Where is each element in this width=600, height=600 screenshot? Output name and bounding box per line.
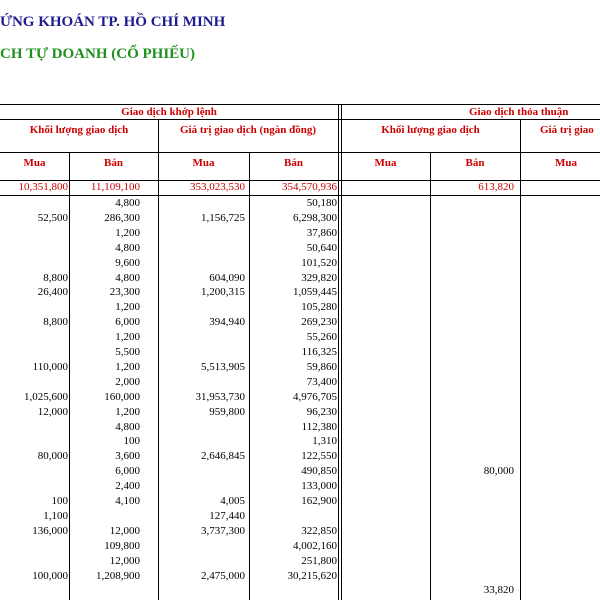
matched-value-sell-cell: 50,180 (306, 197, 337, 209)
negotiated-value-header: Giá trị giao (540, 124, 594, 136)
matched-volume-sell-cell: 4,800 (115, 271, 140, 284)
matched-volume-sell-cell: 4,100 (115, 495, 140, 507)
matched-volume-sell-cell: 100 (123, 435, 140, 448)
group-divider (338, 104, 342, 600)
matched-value-buy-cell: 5,513,905 (201, 360, 245, 373)
matched-value-sell-cell: 112,380 (301, 420, 337, 433)
col-divider-3 (249, 152, 250, 600)
sell-header: Bán (284, 157, 303, 169)
matched-volume-sell-cell: 1,200 (115, 331, 140, 344)
matched-value-buy-cell: 2,475,000 (201, 569, 245, 582)
matched-value-buy-cell: 1,200,315 (201, 286, 245, 299)
matched-value-sell-cell: 73,400 (306, 375, 337, 388)
matched-volume-buy-cell: 52,500 (37, 211, 68, 224)
matched-value-buy-cell: 604,090 (209, 271, 245, 284)
matched-volume-header: Khối lượng giao dịch (29, 124, 129, 136)
matched-volume-sell-cell: 5,500 (115, 346, 140, 358)
matched-value-buy-cell: 3,737,300 (201, 524, 245, 537)
matched-volume-sell-cell: 109,800 (104, 539, 140, 552)
buy-header: Mua (374, 157, 397, 169)
matched-value-buy-cell: 2,646,845 (201, 450, 245, 463)
matched-volume-sell-cell: 12,000 (109, 524, 140, 537)
negotiated-volume-header: Khối lượng giao dịch (381, 124, 480, 136)
matched-volume-sell-cell: 6,000 (115, 465, 140, 478)
report-title: ỨNG KHOÁN TP. HỒ CHÍ MINH (0, 14, 226, 30)
matched-value-sell-cell: 59,860 (306, 360, 337, 373)
matched-volume-sell-cell: 1,200 (115, 405, 140, 418)
matched-volume-sell-cell: 9,600 (115, 256, 140, 269)
col-divider-6 (520, 119, 521, 600)
matched-volume-sell-cell: 160,000 (104, 390, 140, 403)
col-divider-2 (158, 119, 159, 600)
matched-volume-sell-cell: 2,000 (115, 375, 140, 388)
matched-volume-sell-cell: 286,300 (104, 211, 140, 224)
matched-volume-buy-cell: 26,400 (37, 286, 68, 299)
matched-value-sell-cell: 490,850 (301, 465, 337, 478)
matched-value-sell-cell: 50,640 (306, 241, 337, 254)
group-header-matched: Giao dịch khớp lệnh (121, 106, 217, 118)
matched-volume-sell-cell: 12,000 (109, 554, 140, 567)
matched-volume-buy-cell: 8,800 (43, 316, 68, 329)
negotiated-volume-sell-cell: 80,000 (483, 465, 514, 478)
matched-volume-sell-cell: 2,400 (115, 480, 140, 493)
matched-value-sell-cell: 105,280 (301, 301, 337, 314)
buy-header: Mua (555, 157, 577, 169)
matched-value-buy-cell: 4,005 (220, 495, 245, 507)
matched-value-sell-cell: 30,215,620 (287, 569, 337, 582)
matched-value-sell-cell: 4,976,705 (293, 390, 337, 403)
total-matched-value-sell: 354,570,936 (282, 181, 337, 193)
col-divider-5 (430, 152, 431, 600)
matched-value-sell-cell: 329,820 (301, 271, 337, 284)
matched-volume-buy-cell: 1,100 (43, 509, 68, 522)
matched-value-buy-cell: 1,156,725 (201, 211, 245, 224)
group-header-border (0, 119, 600, 120)
buy-header: Mua (192, 157, 215, 169)
matched-volume-sell-cell: 1,208,900 (96, 569, 140, 582)
matched-value-header: Giá trị giao dịch (ngàn đồng) (180, 124, 316, 136)
group-header-negotiated: Giao dịch thỏa thuận (469, 106, 569, 118)
matched-value-sell-cell: 122,550 (301, 450, 337, 463)
matched-value-sell-cell: 1,059,445 (293, 286, 337, 299)
matched-value-buy-cell: 31,953,730 (195, 390, 245, 403)
matched-value-sell-cell: 1,310 (312, 435, 337, 448)
matched-value-sell-cell: 322,850 (301, 524, 337, 537)
matched-volume-buy-cell: 136,000 (32, 524, 68, 537)
matched-value-sell-cell: 116,325 (301, 346, 337, 358)
sell-header: Bán (104, 157, 123, 169)
total-matched-volume-buy: 10,351,800 (18, 181, 68, 193)
report-subtitle: CH TỰ DOANH (CỔ PHIẾU) (0, 46, 195, 62)
matched-value-sell-cell: 162,900 (301, 495, 337, 507)
matched-volume-buy-cell: 1,025,600 (24, 390, 68, 403)
total-matched-value-buy: 353,023,530 (190, 181, 245, 193)
matched-value-sell-cell: 269,230 (301, 316, 337, 329)
matched-volume-sell-cell: 4,800 (115, 197, 140, 209)
matched-volume-sell-cell: 23,300 (109, 286, 140, 299)
matched-value-sell-cell: 6,298,300 (293, 211, 337, 224)
matched-value-sell-cell: 37,860 (306, 226, 337, 239)
sell-header: Bán (465, 157, 485, 169)
buy-header: Mua (23, 157, 46, 169)
matched-volume-buy-cell: 110,000 (32, 360, 68, 373)
matched-value-sell-cell: 4,002,160 (293, 539, 337, 552)
matched-value-sell-cell: 251,800 (301, 554, 337, 567)
matched-value-sell-cell: 101,520 (301, 256, 337, 269)
matched-volume-buy-cell: 12,000 (37, 405, 68, 418)
matched-value-sell-cell: 133,000 (301, 480, 337, 493)
matched-value-buy-cell: 394,940 (209, 316, 245, 329)
matched-volume-buy-cell: 80,000 (37, 450, 68, 463)
totals-row-border (0, 195, 600, 196)
negotiated-volume-sell-cell: 33,820 (483, 584, 514, 597)
table-top-border (0, 104, 600, 105)
matched-volume-sell-cell: 6,000 (115, 316, 140, 329)
matched-volume-buy-cell: 100,000 (32, 569, 68, 582)
matched-volume-sell-cell: 1,200 (115, 226, 140, 239)
matched-value-buy-cell: 127,440 (209, 509, 245, 522)
matched-volume-sell-cell: 4,800 (115, 420, 140, 433)
matched-volume-buy-cell: 100 (51, 495, 68, 507)
total-matched-volume-sell: 11,109,100 (90, 181, 140, 193)
col-divider-1 (69, 152, 70, 600)
matched-volume-sell-cell: 3,600 (115, 450, 140, 463)
matched-value-sell-cell: 55,260 (306, 331, 337, 344)
matched-value-buy-cell: 959,800 (209, 405, 245, 418)
matched-volume-buy-cell: 8,800 (43, 271, 68, 284)
matched-value-sell-cell: 96,230 (306, 405, 337, 418)
matched-volume-sell-cell: 1,200 (115, 360, 140, 373)
matched-volume-sell-cell: 1,200 (115, 301, 140, 314)
total-negotiated-volume-sell: 613,820 (478, 181, 514, 193)
column-header-border (0, 152, 600, 153)
matched-volume-sell-cell: 4,800 (115, 241, 140, 254)
